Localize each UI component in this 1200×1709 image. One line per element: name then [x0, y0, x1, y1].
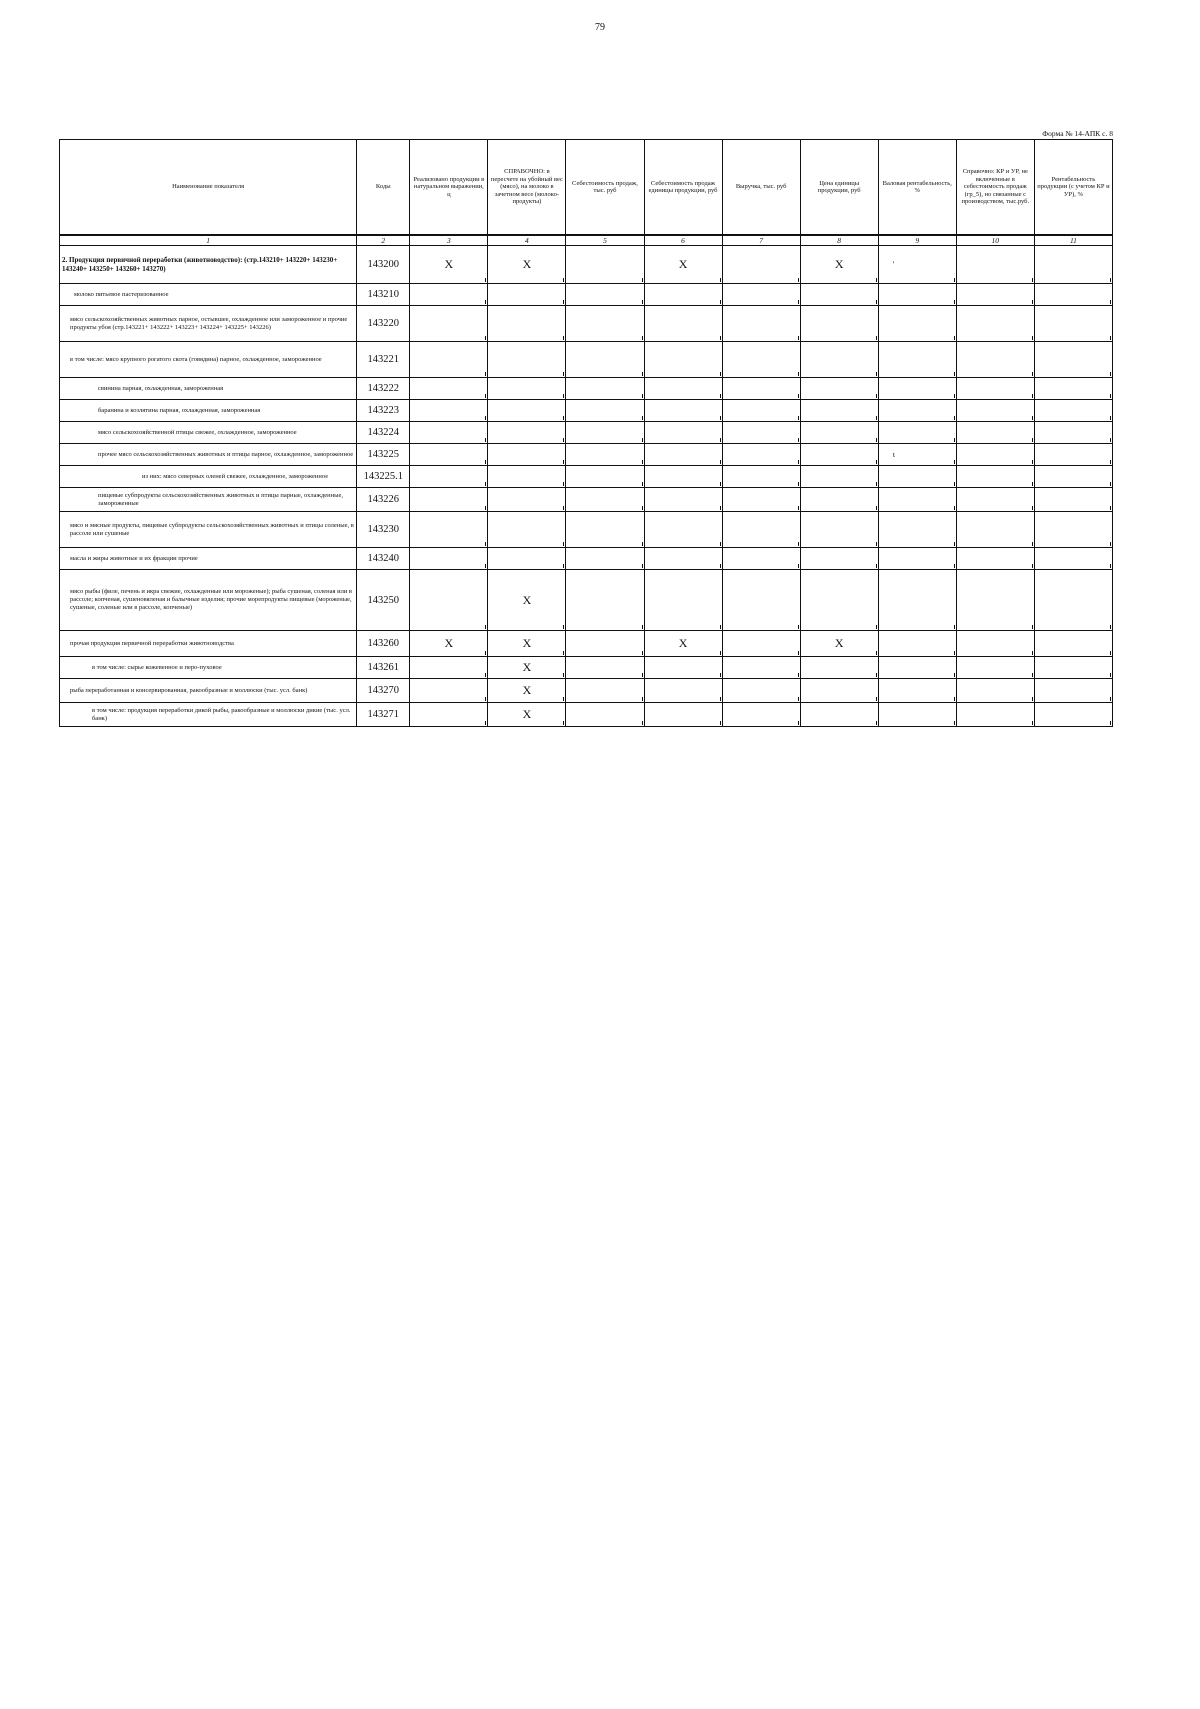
row-code: 143260	[357, 631, 410, 657]
header-col-11: Рентабельность продукции (с учетом КР и УР), %	[1034, 140, 1112, 236]
value-cell-col-7	[722, 422, 800, 444]
value-cell-col-10	[956, 444, 1034, 466]
value-cell-col-8	[800, 570, 878, 631]
value-cell-col-8	[800, 548, 878, 570]
value-cell-col-5	[566, 679, 644, 703]
value-cell-col-11	[1034, 548, 1112, 570]
value-cell-col-8	[800, 306, 878, 342]
value-cell-col-10	[956, 422, 1034, 444]
value-cell-col-5	[566, 342, 644, 378]
value-cell-col-7	[722, 570, 800, 631]
row-code: 143271	[357, 703, 410, 727]
value-cell-col-4	[488, 444, 566, 466]
value-cell-col-6	[644, 422, 722, 444]
value-cell-col-4	[488, 488, 566, 512]
header-col-6: Себестоимость продаж единицы продукции, руб	[644, 140, 722, 236]
value-cell-col-9	[878, 703, 956, 727]
table-row	[60, 400, 1113, 422]
row-name: мясо рыбы (филе, печень и икра свежие, охлажденные или мороженые); рыба сушеная, соленая или в рассоле; копченая, сушеновяленая и балычные изделия; прочие морепродукты пищевые (мороженые, сушеные, соленые или в рассоле, копченые)	[60, 570, 357, 631]
row-code: 143240	[357, 548, 410, 570]
value-cell-col-9	[878, 512, 956, 548]
value-cell-col-3	[410, 400, 488, 422]
value-cell-col-5	[566, 306, 644, 342]
row-code: 143225.1	[357, 466, 410, 488]
value-cell-col-9	[878, 306, 956, 342]
value-cell-col-5	[566, 548, 644, 570]
value-cell-col-7	[722, 631, 800, 657]
value-cell-col-6	[644, 512, 722, 548]
table-row	[60, 703, 1113, 727]
row-name: прочее мясо сельскохозяйственных животных и птицы парное, охлажденное, замороженное	[60, 444, 357, 466]
value-cell-col-10	[956, 679, 1034, 703]
row-name: мясо сельскохозяйственной птицы свежее, охлажденное, замороженное	[60, 422, 357, 444]
header-col-4: СПРАВОЧНО: в пересчете на убойный вес (мясо), на молоко в зачетном весе (молоко-продукты)	[488, 140, 566, 236]
value-cell-col-4	[488, 512, 566, 548]
value-cell-col-10	[956, 657, 1034, 679]
table-row	[60, 306, 1113, 342]
row-name: из них: мясо северных оленей свежее, охлажденное, замороженное	[60, 466, 357, 488]
value-cell-col-9	[878, 488, 956, 512]
row-name: мясо и мясные продукты, пищевые субпродукты сельскохозяйственных животных и птицы соленые, в рассоле или сушеные	[60, 512, 357, 548]
value-cell-col-3	[410, 342, 488, 378]
table-row	[60, 512, 1113, 548]
table-row	[60, 342, 1113, 378]
value-cell-col-11	[1034, 466, 1112, 488]
row-name: баранина и козлятина парная, охлажденная, замороженная	[60, 400, 357, 422]
value-cell-col-4	[488, 342, 566, 378]
value-cell-col-7	[722, 306, 800, 342]
value-cell-col-9	[878, 570, 956, 631]
value-cell-col-4	[488, 306, 566, 342]
value-cell-col-7	[722, 378, 800, 400]
value-cell-col-3	[410, 378, 488, 400]
row-name: мясо сельскохозяйственных животных парное, остывшее, охлажденное или замороженное и прочие продукты убоя (стр.143221+ 143222+ 143223+ 143224+ 143225+ 143226)	[60, 306, 357, 342]
value-cell-col-8	[800, 488, 878, 512]
value-cell-col-9	[878, 378, 956, 400]
value-cell-col-6	[644, 703, 722, 727]
value-cell-col-10	[956, 512, 1034, 548]
col-number: 9	[878, 235, 956, 246]
value-cell-col-3	[410, 422, 488, 444]
value-cell-col-4: X	[488, 246, 566, 284]
value-cell-col-6	[644, 378, 722, 400]
header-col-10: Справочно: КР и УР, не включенные в себестоимость продаж (гр_5), но связанные с производством, тыс.руб.	[956, 140, 1034, 236]
value-cell-col-10	[956, 466, 1034, 488]
value-cell-col-6	[644, 657, 722, 679]
table-body	[60, 246, 1113, 727]
value-cell-col-7	[722, 466, 800, 488]
value-cell-col-3	[410, 657, 488, 679]
value-cell-col-5	[566, 378, 644, 400]
value-cell-col-4: X	[488, 631, 566, 657]
row-code: 143270	[357, 679, 410, 703]
value-cell-col-6	[644, 466, 722, 488]
value-cell-col-7	[722, 512, 800, 548]
value-cell-col-10	[956, 400, 1034, 422]
header-code: Коды	[357, 140, 410, 236]
value-cell-col-3	[410, 284, 488, 306]
header-col-9: Валовая рентабельность, %	[878, 140, 956, 236]
value-cell-col-4	[488, 284, 566, 306]
value-cell-col-4: X	[488, 679, 566, 703]
value-cell-col-9: '	[878, 246, 956, 284]
value-cell-col-4: X	[488, 703, 566, 727]
value-cell-col-9	[878, 631, 956, 657]
value-cell-col-4	[488, 422, 566, 444]
row-name: рыба переработанная и консервированная, ракообразные и моллюски (тыс. усл. банк)	[60, 679, 357, 703]
col-number: 1	[60, 235, 357, 246]
value-cell-col-8	[800, 342, 878, 378]
value-cell-col-5	[566, 512, 644, 548]
row-code: 143230	[357, 512, 410, 548]
value-cell-col-9	[878, 466, 956, 488]
value-cell-col-3: X	[410, 631, 488, 657]
col-number: 11	[1034, 235, 1112, 246]
value-cell-col-7	[722, 703, 800, 727]
value-cell-col-11	[1034, 284, 1112, 306]
value-cell-col-11	[1034, 400, 1112, 422]
table-row	[60, 378, 1113, 400]
table-row	[60, 284, 1113, 306]
table-row	[60, 657, 1113, 679]
value-cell-col-7	[722, 548, 800, 570]
value-cell-col-3: X	[410, 246, 488, 284]
table-row	[60, 679, 1113, 703]
value-cell-col-11	[1034, 378, 1112, 400]
row-name: прочая продукция первичной переработки животноводства	[60, 631, 357, 657]
value-cell-col-7	[722, 444, 800, 466]
col-number: 10	[956, 235, 1034, 246]
value-cell-col-3	[410, 703, 488, 727]
table-row	[60, 548, 1113, 570]
value-cell-col-5	[566, 570, 644, 631]
value-cell-col-8	[800, 422, 878, 444]
value-cell-col-11	[1034, 306, 1112, 342]
row-code: 143261	[357, 657, 410, 679]
value-cell-col-8	[800, 444, 878, 466]
col-number: 2	[357, 235, 410, 246]
value-cell-col-8	[800, 512, 878, 548]
value-cell-col-11	[1034, 444, 1112, 466]
row-name: масла и жиры животные и их фракции прочие	[60, 548, 357, 570]
value-cell-col-10	[956, 378, 1034, 400]
value-cell-col-7	[722, 657, 800, 679]
value-cell-col-7	[722, 246, 800, 284]
value-cell-col-9	[878, 657, 956, 679]
value-cell-col-3	[410, 570, 488, 631]
value-cell-col-7	[722, 284, 800, 306]
value-cell-col-8	[800, 378, 878, 400]
header-name: Наименование показателя	[60, 140, 357, 236]
col-number: 8	[800, 235, 878, 246]
form-label: Форма № 14-АПК с. 8	[1042, 129, 1113, 138]
value-cell-col-5	[566, 284, 644, 306]
value-cell-col-8: X	[800, 246, 878, 284]
value-cell-col-6	[644, 679, 722, 703]
value-cell-col-3	[410, 306, 488, 342]
table-row	[60, 488, 1113, 512]
value-cell-col-3	[410, 512, 488, 548]
value-cell-col-7	[722, 400, 800, 422]
value-cell-col-6	[644, 400, 722, 422]
value-cell-col-6	[644, 284, 722, 306]
value-cell-col-10	[956, 548, 1034, 570]
value-cell-col-10	[956, 631, 1034, 657]
value-cell-col-3	[410, 679, 488, 703]
value-cell-col-6	[644, 570, 722, 631]
value-cell-col-6	[644, 342, 722, 378]
value-cell-col-11	[1034, 342, 1112, 378]
value-cell-col-10	[956, 570, 1034, 631]
col-number: 6	[644, 235, 722, 246]
table-row	[60, 466, 1113, 488]
header-col-5: Себестоимость продаж, тыс. руб	[566, 140, 644, 236]
value-cell-col-8	[800, 657, 878, 679]
value-cell-col-4	[488, 466, 566, 488]
row-code: 143200	[357, 246, 410, 284]
report-table	[59, 139, 1113, 727]
col-number: 7	[722, 235, 800, 246]
value-cell-col-5	[566, 246, 644, 284]
column-number-row	[60, 235, 1113, 246]
row-code: 143225	[357, 444, 410, 466]
value-cell-col-3	[410, 548, 488, 570]
value-cell-col-11	[1034, 488, 1112, 512]
row-code: 143250	[357, 570, 410, 631]
page-number: 79	[595, 22, 605, 33]
value-cell-col-4	[488, 548, 566, 570]
value-cell-col-4	[488, 378, 566, 400]
table-row	[60, 631, 1113, 657]
value-cell-col-9	[878, 284, 956, 306]
value-cell-col-11	[1034, 657, 1112, 679]
row-code: 143222	[357, 378, 410, 400]
row-name: пищевые субпродукты сельскохозяйственных животных и птицы парные, охлажденные, замороженные	[60, 488, 357, 512]
value-cell-col-5	[566, 631, 644, 657]
row-code: 143224	[357, 422, 410, 444]
value-cell-col-6	[644, 444, 722, 466]
value-cell-col-6: X	[644, 246, 722, 284]
value-cell-col-6	[644, 548, 722, 570]
value-cell-col-9	[878, 400, 956, 422]
value-cell-col-8	[800, 466, 878, 488]
value-cell-col-10	[956, 488, 1034, 512]
row-name: в том числе: продукция переработки дикой рыбы, ракообразные и моллюски дикие (тыс. усл. банк)	[60, 703, 357, 727]
value-cell-col-9	[878, 422, 956, 444]
row-name: в том числе: сырье кожевенное и перо-пуховое	[60, 657, 357, 679]
value-cell-col-11	[1034, 570, 1112, 631]
value-cell-col-10	[956, 284, 1034, 306]
value-cell-col-3	[410, 466, 488, 488]
row-code: 143210	[357, 284, 410, 306]
value-cell-col-4: X	[488, 570, 566, 631]
value-cell-col-8	[800, 679, 878, 703]
value-cell-col-3	[410, 444, 488, 466]
value-cell-col-5	[566, 466, 644, 488]
value-cell-col-11	[1034, 631, 1112, 657]
row-name: свинина парная, охлажденная, замороженная	[60, 378, 357, 400]
row-code: 143226	[357, 488, 410, 512]
value-cell-col-9	[878, 679, 956, 703]
table-row	[60, 246, 1113, 284]
value-cell-col-8	[800, 703, 878, 727]
value-cell-col-5	[566, 657, 644, 679]
value-cell-col-11	[1034, 246, 1112, 284]
header-col-8: Цена единицы продукции, руб	[800, 140, 878, 236]
value-cell-col-8	[800, 284, 878, 306]
value-cell-col-9	[878, 548, 956, 570]
table-row	[60, 444, 1113, 466]
value-cell-col-5	[566, 400, 644, 422]
row-name: в том числе: мясо крупного рогатого скота (говядина) парное, охлажденное, замороженное	[60, 342, 357, 378]
value-cell-col-8: X	[800, 631, 878, 657]
row-code: 143220	[357, 306, 410, 342]
value-cell-col-3	[410, 488, 488, 512]
col-number: 4	[488, 235, 566, 246]
value-cell-col-11	[1034, 422, 1112, 444]
value-cell-col-4: X	[488, 657, 566, 679]
value-cell-col-11	[1034, 703, 1112, 727]
header-col-7: Выручка, тыс. руб	[722, 140, 800, 236]
value-cell-col-5	[566, 422, 644, 444]
value-cell-col-4	[488, 400, 566, 422]
value-cell-col-6: X	[644, 631, 722, 657]
value-cell-col-8	[800, 400, 878, 422]
row-name: 2. Продукция первичной переработки (животноводство): (стр.143210+ 143220+ 143230+ 143240+ 143250+ 143260+ 143270)	[60, 246, 357, 284]
value-cell-col-11	[1034, 679, 1112, 703]
header-col-3: Реализовано продукции в натуральном выражении, ц	[410, 140, 488, 236]
value-cell-col-10	[956, 246, 1034, 284]
value-cell-col-5	[566, 488, 644, 512]
value-cell-col-9	[878, 342, 956, 378]
row-code: 143223	[357, 400, 410, 422]
value-cell-col-5	[566, 444, 644, 466]
value-cell-col-10	[956, 306, 1034, 342]
value-cell-col-9: ι	[878, 444, 956, 466]
table-row	[60, 422, 1113, 444]
row-code: 143221	[357, 342, 410, 378]
value-cell-col-10	[956, 342, 1034, 378]
value-cell-col-7	[722, 488, 800, 512]
header-row	[60, 140, 1113, 236]
row-name: молоко питьевое пастеризованное	[60, 284, 357, 306]
value-cell-col-6	[644, 488, 722, 512]
value-cell-col-7	[722, 679, 800, 703]
value-cell-col-10	[956, 703, 1034, 727]
value-cell-col-7	[722, 342, 800, 378]
value-cell-col-11	[1034, 512, 1112, 548]
value-cell-col-5	[566, 703, 644, 727]
table-row	[60, 570, 1113, 631]
col-number: 3	[410, 235, 488, 246]
col-number: 5	[566, 235, 644, 246]
value-cell-col-6	[644, 306, 722, 342]
